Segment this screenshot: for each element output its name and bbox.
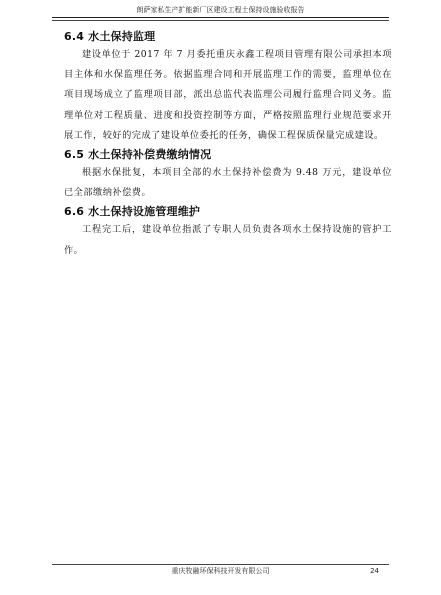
- page-number: 24: [370, 567, 379, 575]
- section-heading: 6.6 水土保持设施管理维护: [64, 205, 201, 219]
- page-header: 朗萨家私生产扩能新厂区建设工程土保持设施验收报告: [136, 6, 305, 14]
- paragraph: 工程完工后，建设单位指派了专职人员负责各项水土保持设施的管护工作。: [64, 224, 392, 256]
- footer-company: 重庆牧融环保科技开发有限公司: [171, 567, 270, 575]
- section-6-4: [64, 29, 392, 146]
- paragraph: 根据水保批复，本项目全部的水土保持补偿费为 9.48 万元，建设单位已全部缴纳补偿费。: [64, 167, 392, 199]
- footer-rule: [52, 564, 389, 565]
- paragraph: 建设单位于 2017 年 7 月委托重庆永鑫工程项目管理有限公司承担本项目主体和水保监理任务。依据监理合同和开展监理工作的需要，监理单位在项目现场成立了监理项目部，派出总监代表监理公司履行监理合同义务。监理单位对工程质量、进度和投资控制等方面，严格按照监理行业规范要求开展工作，较好的完成了建设单位委托的任务，确保工程保质保量完成建设。: [64, 49, 392, 141]
- header-rule: [52, 17, 389, 18]
- document-body: [64, 29, 392, 262]
- header-rule-secondary: [52, 20, 389, 21]
- section-heading: 6.4 水土保持监理: [64, 30, 156, 43]
- section-6-5: [64, 147, 392, 203]
- section-6-6: [64, 204, 392, 260]
- section-heading: 6.5 水土保持补偿费缴纳情况: [64, 148, 212, 162]
